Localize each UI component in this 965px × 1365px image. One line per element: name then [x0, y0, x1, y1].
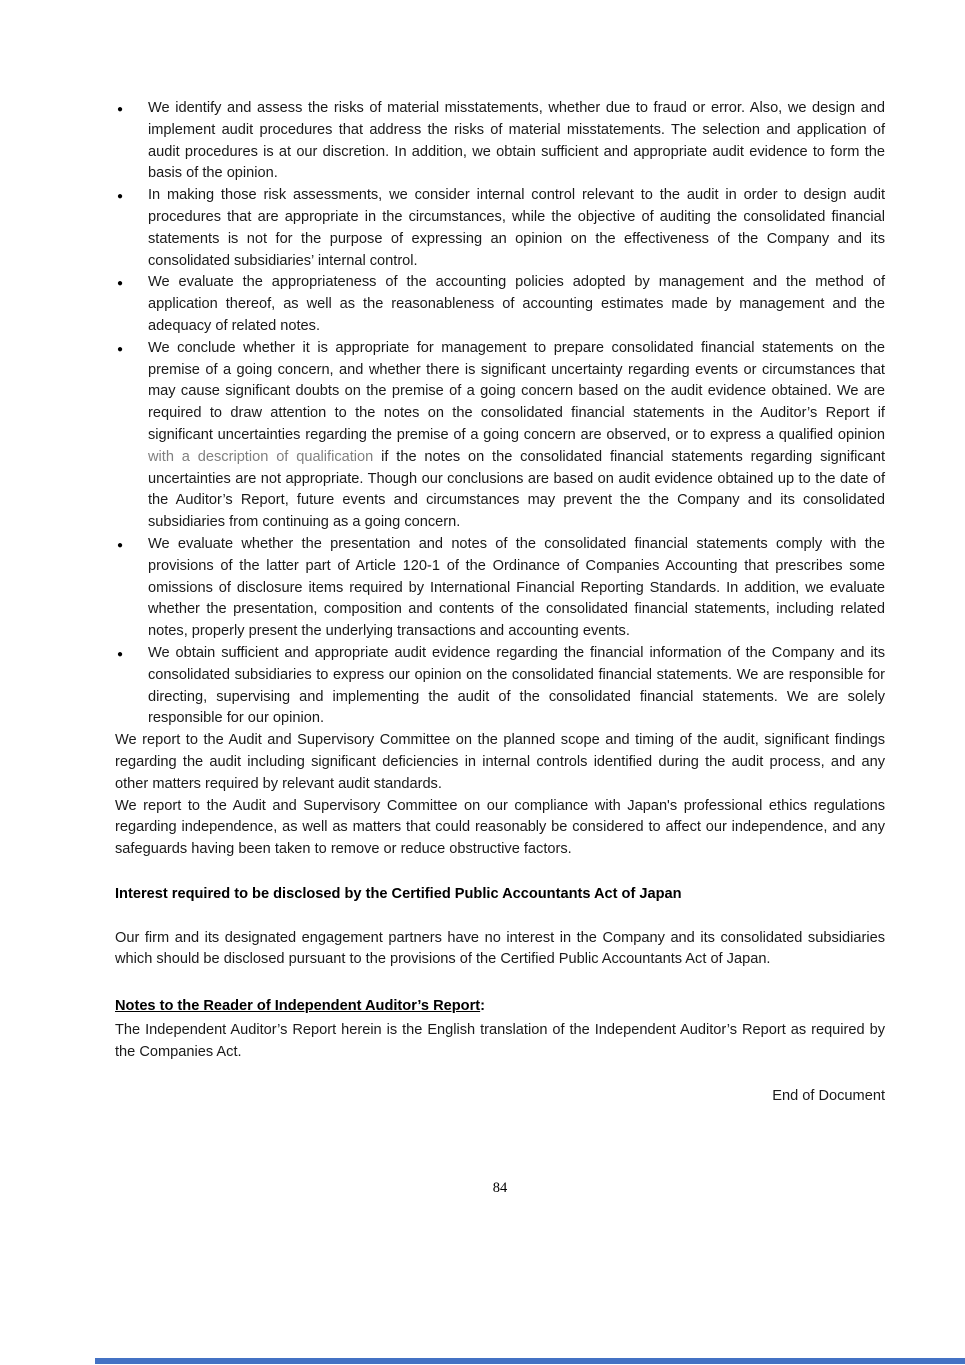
list-item [115, 98, 885, 185]
list-item [115, 643, 885, 730]
footer-accent-bar [95, 1358, 965, 1364]
bullet-icon: ● [117, 539, 124, 551]
paragraph-report-ethics: We report to the Audit and Supervisory Committee on our compliance with Japan's professional ethics regulations regarding independence, as well as matters that could reasonably be considered to affect our independence, and any safeguards having been taken to remove or reduce obstructive factors. [115, 797, 885, 858]
bullet-icon: ● [117, 278, 124, 290]
bullet-text: We evaluate whether the presentation and notes of the consolidated financial statements comply with the provisions of the latter part of Article 120-1 of the Ordinance of Companies Accounting that prescribes some omissions of disclosure items required by International Financial Reporting Standards. In addition, we evaluate whether the presentation, composition and contents of the consolidated financial statements, including related notes, properly present the underlying transactions and accounting events. [148, 535, 885, 640]
notes-section-body: The Independent Auditor’s Report herein is the English translation of the Independent Auditor’s Report as required by the Companies Act. [115, 1022, 885, 1060]
notes-heading-colon: : [480, 998, 486, 1015]
interest-section-body: Our firm and its designated engagement partners have no interest in the Company and its consolidated subsidiaries which should be disclosed pursuant to the provisions of the Certified Public Accountants Act of Japan. [115, 929, 885, 968]
bullet-text: if the notes on the consolidated financial statements regarding significant uncertainties are not appropriate. Though our conclusions are based on audit evidence obtained up to the date of the Auditor’s Report, future events and circumstances may prevent the the Company and its consolidated subsidiaries from continuing as a going concern. [148, 448, 885, 531]
bullet-text: We identify and assess the risks of material misstatements, whether due to fraud or error. Also, we design and implement audit procedures that address the risks of material misstatements. The selection and application of audit procedures is at our discretion. In addition, we obtain sufficient and appropriate audit evidence to form the basis of the opinion. [148, 100, 885, 182]
notes-heading-underlined-text: Notes to the Reader of Independent Auditor’s Report [115, 998, 481, 1015]
list-item [115, 185, 885, 272]
bullet-text: In making those risk assessments, we consider internal control relevant to the audit in order to design audit procedures that are appropriate in the circumstances, while the objective of auditing the consolidated financial statements is not for the purpose of expressing an opinion on the effectiveness of the Company and its consolidated subsidiaries’ internal control. [148, 187, 885, 269]
document-page [115, 98, 885, 1200]
paragraph-report-scope: We report to the Audit and Supervisory Committee on the planned scope and timing of the audit, significant findings regarding the audit including significant deficiencies in internal controls identified during the audit process, and any other matters required by relevant audit standards. [115, 732, 885, 792]
list-item [115, 338, 885, 534]
list-item [115, 272, 885, 337]
bullet-text: We evaluate the appropriateness of the accounting policies adopted by management and the method of application thereof, as well as the reasonableness of accounting estimates made by management and the adequacy of related notes. [148, 274, 885, 334]
page-number: 84 [492, 1180, 508, 1197]
notes-section-heading [115, 996, 885, 1018]
bullet-icon: ● [117, 648, 124, 660]
interest-section-heading: Interest required to be disclosed by the Certified Public Accountants Act of Japan [115, 885, 682, 902]
bullet-list [115, 98, 885, 730]
bullet-text-gray-inserted: with a description of qualification [148, 448, 374, 465]
bullet-text: We conclude whether it is appropriate for management to prepare consolidated financial statements on the premise of a going concern, and whether there is significant uncertainty regarding events or circumstances that may cause significant doubts on the premise of a going concern based on the audit evidence obtained. We are required to draw attention to the notes on the consolidated financial statements in the Auditor’s Report if significant uncertainties regarding the premise of a going concern are observed, or to express a qualified opinion [148, 339, 885, 443]
bullet-icon: ● [117, 104, 124, 115]
bullet-icon: ● [117, 191, 124, 203]
list-item [115, 534, 885, 643]
bullet-icon: ● [117, 343, 124, 355]
end-of-document-label: End of Document [772, 1087, 885, 1104]
bullet-text: We obtain sufficient and appropriate audit evidence regarding the financial information of the Company and its consolidated subsidiaries to express our opinion on the consolidated financial statements. We are responsible for directing, supervising and implementing the audit of the consolidated financial statements. We are solely responsible for our opinion. [148, 644, 885, 727]
